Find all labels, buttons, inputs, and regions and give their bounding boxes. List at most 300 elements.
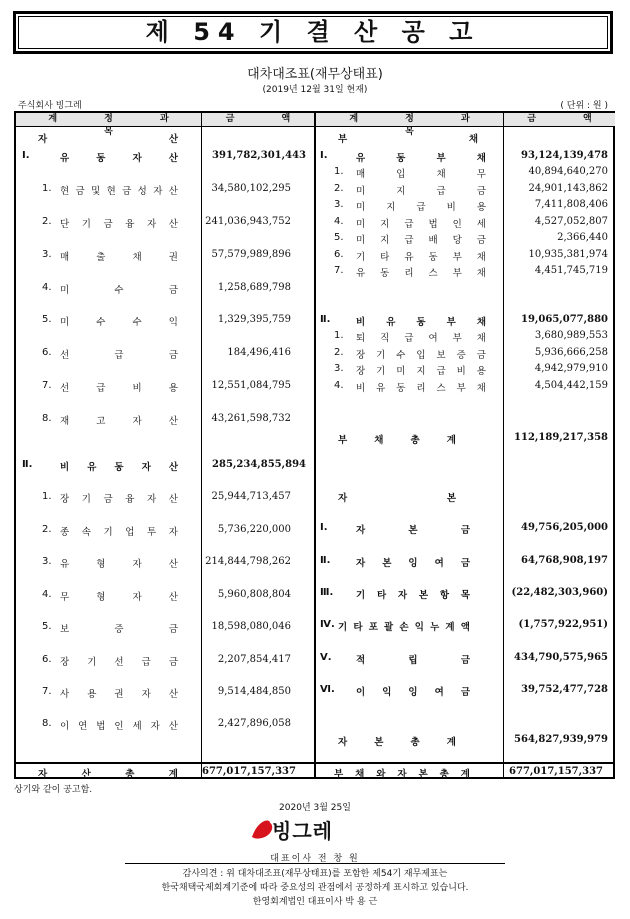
label-char: 세 (132, 721, 142, 732)
label-char: 급 (141, 657, 151, 668)
label-char: 금 (103, 494, 113, 505)
unit-label: ( 단위 : 원 ) (560, 101, 608, 111)
noncurrent-liability-number: 1. (334, 330, 344, 341)
total-assets-label (38, 766, 178, 780)
label-char: 익 (382, 687, 392, 698)
label-char: 미 (356, 235, 366, 246)
current-liability-label (356, 183, 486, 197)
equity-item-value: 49,756,205,000 (521, 522, 608, 533)
equity-item-number: Ⅰ. (320, 522, 328, 533)
label-char: 매 (356, 169, 366, 180)
label-char: 자 (132, 592, 142, 603)
label-char: 동 (396, 382, 406, 394)
notice-date: 2020년 3월 25일 (279, 803, 351, 813)
label-char: 산 (168, 134, 178, 145)
noncurrent-asset-label (60, 589, 178, 603)
label-char: 금 (168, 285, 178, 296)
label-char: 지 (386, 202, 396, 213)
noncurrent-asset-label (60, 621, 178, 635)
label-char: 이 (356, 687, 366, 698)
label-char: 자 (397, 769, 407, 780)
label-char: 사 (60, 689, 70, 700)
label-char: 립 (408, 655, 418, 666)
label-char: 유 (376, 382, 386, 394)
label-char: 형 (96, 592, 106, 603)
center-divider (314, 113, 316, 777)
label-char: 부 (338, 435, 348, 446)
label-char: 본 (408, 525, 418, 536)
current-asset-label (60, 314, 178, 328)
noncurrent-asset-label (60, 686, 178, 700)
label-char: 급 (436, 366, 446, 377)
label-char: 배 (428, 235, 438, 246)
equity-item-number: Ⅴ. (320, 652, 332, 663)
label-char: 산 (168, 153, 178, 164)
current-asset-number: 4. (42, 282, 52, 293)
label-char: 총 (410, 435, 420, 446)
noncurrent-asset-label (60, 556, 178, 570)
noncurrent-asset-number: 2. (42, 524, 52, 535)
label-char: 인 (114, 721, 124, 732)
label-char: 선 (114, 657, 124, 668)
label-char: 급 (96, 383, 106, 394)
label-char: 산 (168, 416, 178, 427)
label-char: 비 (356, 382, 366, 394)
label-char: 금 (476, 185, 486, 197)
label-char: 산 (168, 689, 178, 700)
label-char: 스 (428, 268, 438, 279)
noncurrent-asset-label (60, 654, 178, 668)
label-char: 용 (168, 383, 178, 394)
noncurrent-asset-value: 5,960,808,804 (217, 589, 291, 600)
noncurrent-asset-value: 214,844,798,262 (205, 556, 291, 567)
current-asset-number: 1. (42, 183, 52, 194)
label-char: 기 (376, 349, 386, 361)
label-char: 현 (60, 186, 70, 197)
label-char: 여 (428, 333, 438, 344)
label-char: 용 (87, 689, 97, 700)
equity-item-value: 39,752,477,728 (521, 684, 608, 695)
current-liability-number: 5. (334, 232, 344, 243)
label-char: 채 (132, 252, 142, 263)
audit-opinion-line-3: 한영회계법인 대표이사 박 용 근 (252, 897, 378, 907)
noncurrent-asset-number: 4. (42, 589, 52, 600)
label-char: 채 (476, 317, 486, 328)
label-char: 기 (87, 657, 97, 668)
equity-item-label (356, 522, 470, 536)
current-liability-number: 3. (334, 199, 344, 210)
current-liability-value: 4,527,052,807 (534, 215, 608, 227)
current-asset-value: 43,261,598,732 (211, 413, 291, 424)
label-char: 기 (356, 590, 366, 601)
current-asset-number: 2. (42, 216, 52, 227)
label-char: 자 (397, 590, 408, 601)
label-char: 산 (168, 186, 178, 197)
label-char: 채 (476, 382, 486, 394)
total-assets-value: 677,017,157,337 (202, 766, 296, 777)
current-liability-number: 1. (334, 166, 344, 177)
label-char: 동 (416, 317, 426, 328)
notice-title-box (13, 11, 613, 54)
current-asset-label (60, 413, 178, 427)
label-char: 금 (75, 186, 85, 197)
label-char: 법 (96, 721, 106, 732)
noncurrent-liability-value: 3,680,989,553 (534, 330, 608, 341)
label-char: 자 (147, 494, 157, 505)
label-char: 비 (356, 317, 366, 328)
label-char: 자 (132, 416, 142, 427)
label-char: 미 (396, 366, 406, 377)
label-char: 부 (446, 317, 456, 328)
label-char: 장 (60, 494, 70, 505)
label-char: 동 (428, 251, 438, 263)
label-char: 액 (460, 622, 470, 633)
label-char: 급 (416, 202, 426, 213)
audit-opinion-line-2: 한국채택국제회계기준에 따라 중요성의 관점에서 공정하게 표시하고 있습니다. (161, 883, 469, 893)
equity-section-label (338, 490, 456, 504)
noncurrent-asset-value: 5,736,220,000 (217, 524, 291, 535)
label-char: 장 (60, 657, 70, 668)
total-equity-value: 564,827,939,979 (514, 734, 608, 745)
label-char: 타 (380, 251, 390, 263)
label-char: 매 (60, 252, 70, 263)
label-char: 부 (452, 251, 462, 263)
label-char: 유 (404, 251, 414, 263)
label-char: 금 (168, 624, 178, 635)
equity-item-value: 434,790,575,965 (514, 652, 608, 663)
noncurrent-liability-label (356, 363, 486, 377)
equity-item-label (338, 619, 470, 633)
label-char: 자 (356, 525, 366, 536)
statement-date: (2019년 12월 31일 현재) (262, 85, 368, 95)
current-liability-number: 4. (334, 215, 344, 227)
current-asset-label (60, 380, 178, 394)
label-char: 산 (81, 769, 91, 780)
statement-subtitle: 대차대조표(재무상태표) (247, 67, 383, 82)
noncurrent-asset-number: 6. (42, 654, 52, 665)
noncurrent-liability-value: 5,936,666,258 (534, 346, 608, 358)
noncurrent-assets-label (60, 459, 178, 473)
noncurrent-liabilities-label (356, 314, 486, 328)
total-liabilities-value: 112,189,217,358 (514, 432, 608, 443)
label-char: 미 (60, 317, 70, 328)
current-asset-label (60, 183, 178, 197)
label-char: 리 (404, 268, 414, 279)
notice-title: 제 54 기 결 산 공 고 (145, 18, 481, 46)
total-liab-equity-value: 677,017,157,337 (509, 766, 603, 777)
label-char: 금 (103, 219, 113, 230)
current-asset-value: 34,580,102,295 (211, 183, 291, 194)
label-char: 무 (476, 169, 486, 180)
label-char: 비 (446, 202, 456, 213)
noncurrent-asset-value: 2,427,896,058 (217, 718, 291, 729)
notice-statement: 상기와 같이 공고함. (14, 785, 93, 795)
label-char: 산 (168, 494, 178, 505)
label-char: 미 (60, 285, 70, 296)
right-column-divider (503, 113, 504, 777)
label-char: 급 (436, 185, 446, 197)
label-char: 부 (338, 134, 348, 145)
label-char: 금 (476, 235, 486, 246)
label-char: 기 (338, 622, 348, 633)
label-char: 동 (396, 153, 406, 164)
label-char: 포 (368, 622, 378, 633)
label-char: 지 (416, 366, 426, 377)
label-char: 퇴 (356, 333, 366, 344)
equity-item-number: Ⅳ. (320, 619, 335, 630)
label-char: 기 (356, 251, 366, 263)
current-asset-number: 8. (42, 413, 52, 424)
current-asset-label (60, 249, 178, 263)
label-char: 법 (428, 218, 438, 230)
label-char: 본 (446, 493, 456, 504)
label-char: 형 (96, 559, 106, 570)
label-char: 이 (60, 721, 70, 732)
label-char: 누 (430, 622, 440, 633)
label-char: 동 (114, 462, 124, 473)
label-char: 부 (334, 769, 344, 780)
current-asset-number: 5. (42, 314, 52, 325)
label-char: 입 (416, 349, 426, 361)
label-char: 산 (168, 592, 178, 603)
label-char: 유 (356, 268, 366, 279)
equity-item-number: Ⅵ. (320, 684, 335, 695)
current-asset-value: 1,258,689,798 (217, 282, 291, 293)
current-liability-label (356, 265, 486, 279)
label-char: 계 (446, 737, 456, 748)
noncurrent-asset-number: 3. (42, 556, 52, 567)
label-char: 부 (456, 382, 466, 394)
liab-current-prefix: Ⅰ. (320, 150, 328, 161)
current-liability-value: 40,894,640,270 (528, 166, 608, 177)
label-char: 리 (416, 382, 426, 394)
equity-item-label (356, 684, 470, 698)
label-char: 산 (168, 462, 178, 473)
assets-section-label (38, 131, 178, 145)
noncurrent-asset-label (60, 491, 178, 505)
label-char: 동 (96, 153, 106, 164)
label-char: 자 (38, 769, 48, 780)
label-char: 채 (468, 134, 478, 145)
label-char: 융 (125, 219, 135, 230)
label-char: 자 (147, 219, 157, 230)
label-char: 자 (150, 721, 160, 732)
liabilities-section-label (338, 131, 478, 145)
label-char: 여 (434, 687, 444, 698)
label-char: 계 (168, 769, 178, 780)
current-liability-label (356, 216, 486, 230)
label-char: 수 (396, 349, 406, 361)
label-char: 금 (168, 657, 178, 668)
current-liability-label (356, 232, 486, 246)
label-char: 자 (338, 493, 348, 504)
audit-divider (125, 863, 505, 864)
label-char: 총 (410, 737, 420, 748)
label-char: 금 (460, 655, 470, 666)
label-char: 동 (380, 268, 390, 279)
label-char: 자 (141, 689, 151, 700)
label-char: 미 (356, 218, 366, 230)
equity-item-number: Ⅲ. (320, 587, 334, 598)
left-column-divider (201, 113, 202, 777)
assets-current-prefix: Ⅰ. (22, 150, 30, 161)
label-char: 적 (356, 655, 366, 666)
label-char: 미 (356, 202, 366, 213)
label-char: 용 (476, 366, 486, 377)
label-char: 자 (338, 737, 348, 748)
label-char: 잉 (408, 558, 418, 569)
label-char: 고 (96, 416, 106, 427)
label-char: 당 (452, 235, 462, 246)
label-char: 자 (38, 134, 48, 145)
label-char: 괄 (384, 622, 394, 633)
noncurrent-asset-number: 1. (42, 491, 52, 502)
noncurrent-liability-label (356, 380, 486, 394)
label-char: 채 (436, 169, 446, 180)
current-liability-label (356, 166, 486, 180)
label-char: 본 (374, 737, 384, 748)
label-char: 연 (78, 721, 88, 732)
header-left-amount: 금 액 (202, 113, 314, 126)
noncurrent-asset-number: 5. (42, 621, 52, 632)
header-left-account: 계 정 과 목 (16, 113, 201, 126)
label-char: 계 (446, 435, 456, 446)
current-liability-value: 10,935,381,974 (528, 248, 608, 260)
total-liab-equity-label (334, 766, 470, 780)
liab-noncurrent-prefix: Ⅱ. (320, 314, 331, 325)
label-char: 유 (87, 462, 97, 473)
label-char: 지 (396, 185, 406, 197)
company-name: 주식회사 빙그레 (18, 101, 82, 111)
label-char: 채 (476, 333, 486, 344)
label-char: 권 (114, 689, 124, 700)
label-char: 용 (476, 202, 486, 213)
current-asset-label (60, 347, 178, 361)
label-char: 산 (168, 721, 178, 732)
label-char: 비 (60, 462, 70, 473)
current-assets-total: 391,782,301,443 (212, 150, 306, 161)
noncurrent-liabilities-total: 19,065,077,880 (521, 314, 608, 325)
label-char: 산 (168, 559, 178, 570)
equity-item-value: (22,482,303,960) (511, 587, 608, 598)
label-char: 타 (353, 622, 363, 633)
equity-item-number: Ⅱ. (320, 555, 331, 566)
current-liability-number: 2. (334, 182, 344, 194)
label-char: 본 (418, 769, 428, 780)
label-char: 채 (374, 435, 384, 446)
label-char: 급 (404, 333, 414, 344)
label-char: 지 (380, 218, 390, 230)
label-char: 금 (460, 558, 470, 569)
label-char: 자 (141, 462, 151, 473)
noncurrent-asset-label (60, 524, 178, 538)
label-char: 출 (96, 252, 106, 263)
label-char: 단 (60, 219, 70, 230)
current-asset-number: 7. (42, 380, 52, 391)
label-char: 자 (132, 559, 142, 570)
noncurrent-assets-total: 285,234,855,894 (212, 459, 306, 470)
label-char: 본 (382, 558, 392, 569)
current-liability-value: 2,366,440 (557, 232, 608, 243)
current-asset-number: 3. (42, 249, 52, 260)
noncurrent-asset-label (60, 718, 178, 732)
label-char: 세 (476, 218, 486, 230)
current-liability-value: 24,901,143,862 (528, 182, 608, 194)
label-char: 보 (436, 349, 446, 361)
label-char: 익 (414, 622, 424, 633)
label-char: 총 (439, 769, 449, 780)
label-char: 수 (132, 317, 142, 328)
current-liability-label (356, 249, 486, 263)
current-liability-number: 6. (334, 248, 344, 260)
label-char: 잉 (408, 687, 418, 698)
balance-sheet-table (14, 111, 615, 779)
label-char: 부 (452, 333, 462, 344)
current-asset-value: 241,036,943,752 (205, 216, 291, 227)
label-char: 손 (399, 622, 409, 633)
label-char: 계 (445, 622, 455, 633)
label-char: 융 (125, 494, 135, 505)
current-asset-value: 1,329,395,759 (217, 314, 291, 325)
label-char: 선 (60, 383, 70, 394)
current-asset-number: 6. (42, 347, 52, 358)
label-char: 자 (168, 527, 178, 538)
equity-item-value: (1,757,922,951) (518, 619, 608, 630)
label-char: 타 (376, 590, 387, 601)
noncurrent-asset-value: 2,207,854,417 (217, 654, 291, 665)
label-char: 장 (356, 366, 366, 377)
noncurrent-asset-value: 18,598,080,046 (211, 621, 291, 632)
current-liabilities-total: 93,124,139,478 (521, 150, 608, 161)
noncurrent-liability-number: 2. (334, 346, 344, 358)
noncurrent-liability-label (356, 330, 486, 344)
equity-item-value: 64,768,908,197 (521, 555, 608, 566)
label-char: 및 (91, 186, 101, 197)
label-char: 기 (376, 366, 386, 377)
label-char: 종 (60, 527, 70, 538)
label-char: 무 (60, 592, 70, 603)
label-char: 와 (376, 769, 386, 780)
assets-noncurrent-prefix: Ⅱ. (22, 459, 33, 470)
label-char: 업 (125, 527, 135, 538)
label-char: 금 (122, 186, 132, 197)
label-char: 급 (404, 218, 414, 230)
label-char: 기 (81, 219, 91, 230)
label-char: 입 (396, 169, 406, 180)
total-equity-label (338, 734, 456, 748)
label-char: 급 (404, 235, 414, 246)
current-asset-value: 12,551,084,795 (211, 380, 291, 391)
current-asset-value: 57,579,989,896 (211, 249, 291, 260)
label-char: 자 (132, 153, 142, 164)
label-char: 자 (356, 558, 366, 569)
noncurrent-asset-value: 25,944,713,457 (211, 491, 291, 502)
company-logo-text: 빙그레 (272, 819, 333, 843)
label-char: 비 (456, 366, 466, 377)
label-char: 부 (436, 153, 446, 164)
label-char: 금 (476, 349, 486, 361)
header-right-account: 계 정 과 목 (316, 113, 503, 126)
label-char: 직 (380, 333, 390, 344)
label-char: 채 (476, 251, 486, 263)
label-char: 본 (418, 590, 429, 601)
label-char: 기 (103, 527, 113, 538)
label-char: 채 (355, 769, 365, 780)
label-char: 익 (168, 317, 178, 328)
label-char: 투 (147, 527, 157, 538)
label-char: 미 (356, 185, 366, 197)
label-char: 부 (452, 268, 462, 279)
